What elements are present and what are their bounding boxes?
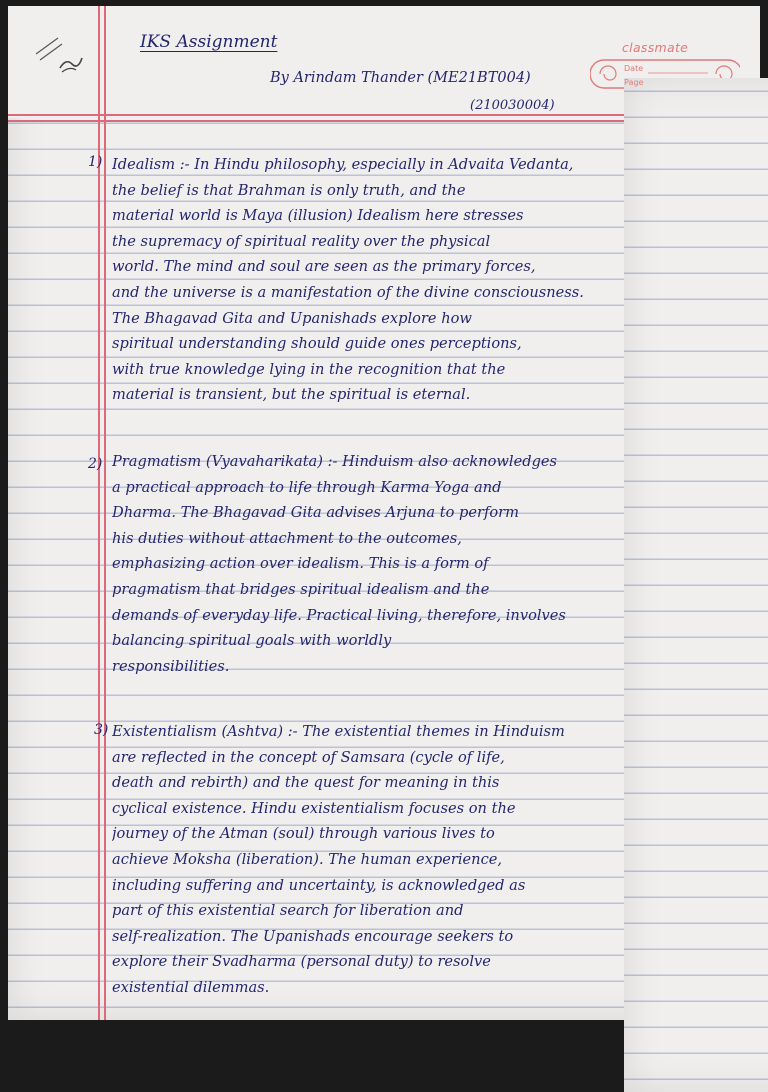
text-line: Existentialism (Ashtva) :- The existential themes in Hinduism xyxy=(112,723,565,740)
date-label: Date xyxy=(624,64,644,73)
text-line: emphasizing action over idealism. This is a form of xyxy=(112,555,489,573)
text-line: self-realization. The Upanishads encourage seekers to xyxy=(112,927,514,945)
text-line: achieve Moksha (liberation). The human experience, xyxy=(112,850,503,868)
text-line: a practical approach to life through Karma Yoga and xyxy=(112,478,502,496)
text-line: with true knowledge lying in the recognition that the xyxy=(112,360,506,378)
section-number: 2) xyxy=(88,456,103,472)
author-line: By Arindam Thander (ME21BT004) xyxy=(270,70,531,86)
text-line: the belief is that Brahman is only truth, and the xyxy=(112,181,466,199)
text-line: journey of the Atman (soul) through various lives to xyxy=(112,825,495,843)
text-line: spiritual understanding should guide ones perceptions, xyxy=(112,335,522,353)
section-existentialism xyxy=(112,719,752,1001)
text-line: demands of everyday life. Practical living, therefore, involves xyxy=(112,606,566,624)
text-line: the supremacy of spiritual reality over the physical xyxy=(112,232,491,250)
text-line: balancing spiritual goals with worldly xyxy=(112,632,392,650)
roll-number: (210030004) xyxy=(470,98,555,113)
text-line: Idealism :- In Hindu philosophy, especially in Advaita Vedanta, xyxy=(112,156,574,173)
doodle-icon xyxy=(32,34,88,78)
text-line: and the universe is a manifestation of the divine consciousness. xyxy=(112,283,584,301)
text-line: material is transient, but the spiritual is eternal. xyxy=(112,386,471,404)
page-label: Page xyxy=(624,78,768,1092)
text-line: The Bhagavad Gita and Upanishads explore how xyxy=(112,309,472,327)
text-line: explore their Svadharma (personal duty) to resolve xyxy=(112,953,491,971)
text-line: responsibilities. xyxy=(112,657,230,675)
text-line: cyclical existence. Hindu existentialism focuses on the xyxy=(112,799,516,817)
page-title: IKS Assignment xyxy=(140,32,278,52)
text-line: existential dilemmas. xyxy=(112,978,270,996)
text-line: material world is Maya (illusion) Idealism here stresses xyxy=(112,207,524,225)
text-line: Pragmatism (Vyavaharikata) :- Hinduism also acknowledges xyxy=(112,453,558,470)
section-pragmatism xyxy=(112,449,752,679)
text-line: are reflected in the concept of Samsara (cycle of life, xyxy=(112,748,505,766)
notebook-page xyxy=(8,6,760,1020)
section-idealism xyxy=(112,152,752,408)
text-line: death and rebirth) and the quest for meaning in this xyxy=(112,774,500,792)
margin-rule-left-inner xyxy=(104,6,106,1020)
text-line: Dharma. The Bhagavad Gita advises Arjuna to perform xyxy=(112,504,519,522)
classmate-brand-box xyxy=(590,40,740,96)
text-line: pragmatism that bridges spiritual idealism and the xyxy=(112,580,490,598)
text-line: part of this existential search for liberation and xyxy=(112,902,464,920)
section-number: 3) xyxy=(94,722,109,738)
text-line: world. The mind and soul are seen as the primary forces, xyxy=(112,258,536,276)
brand-name: classmate xyxy=(622,40,689,55)
text-line: including suffering and uncertainty, is acknowledged as xyxy=(112,876,526,894)
text-line: his duties without attachment to the outcomes, xyxy=(112,529,462,547)
section-number: 1) xyxy=(88,154,103,170)
